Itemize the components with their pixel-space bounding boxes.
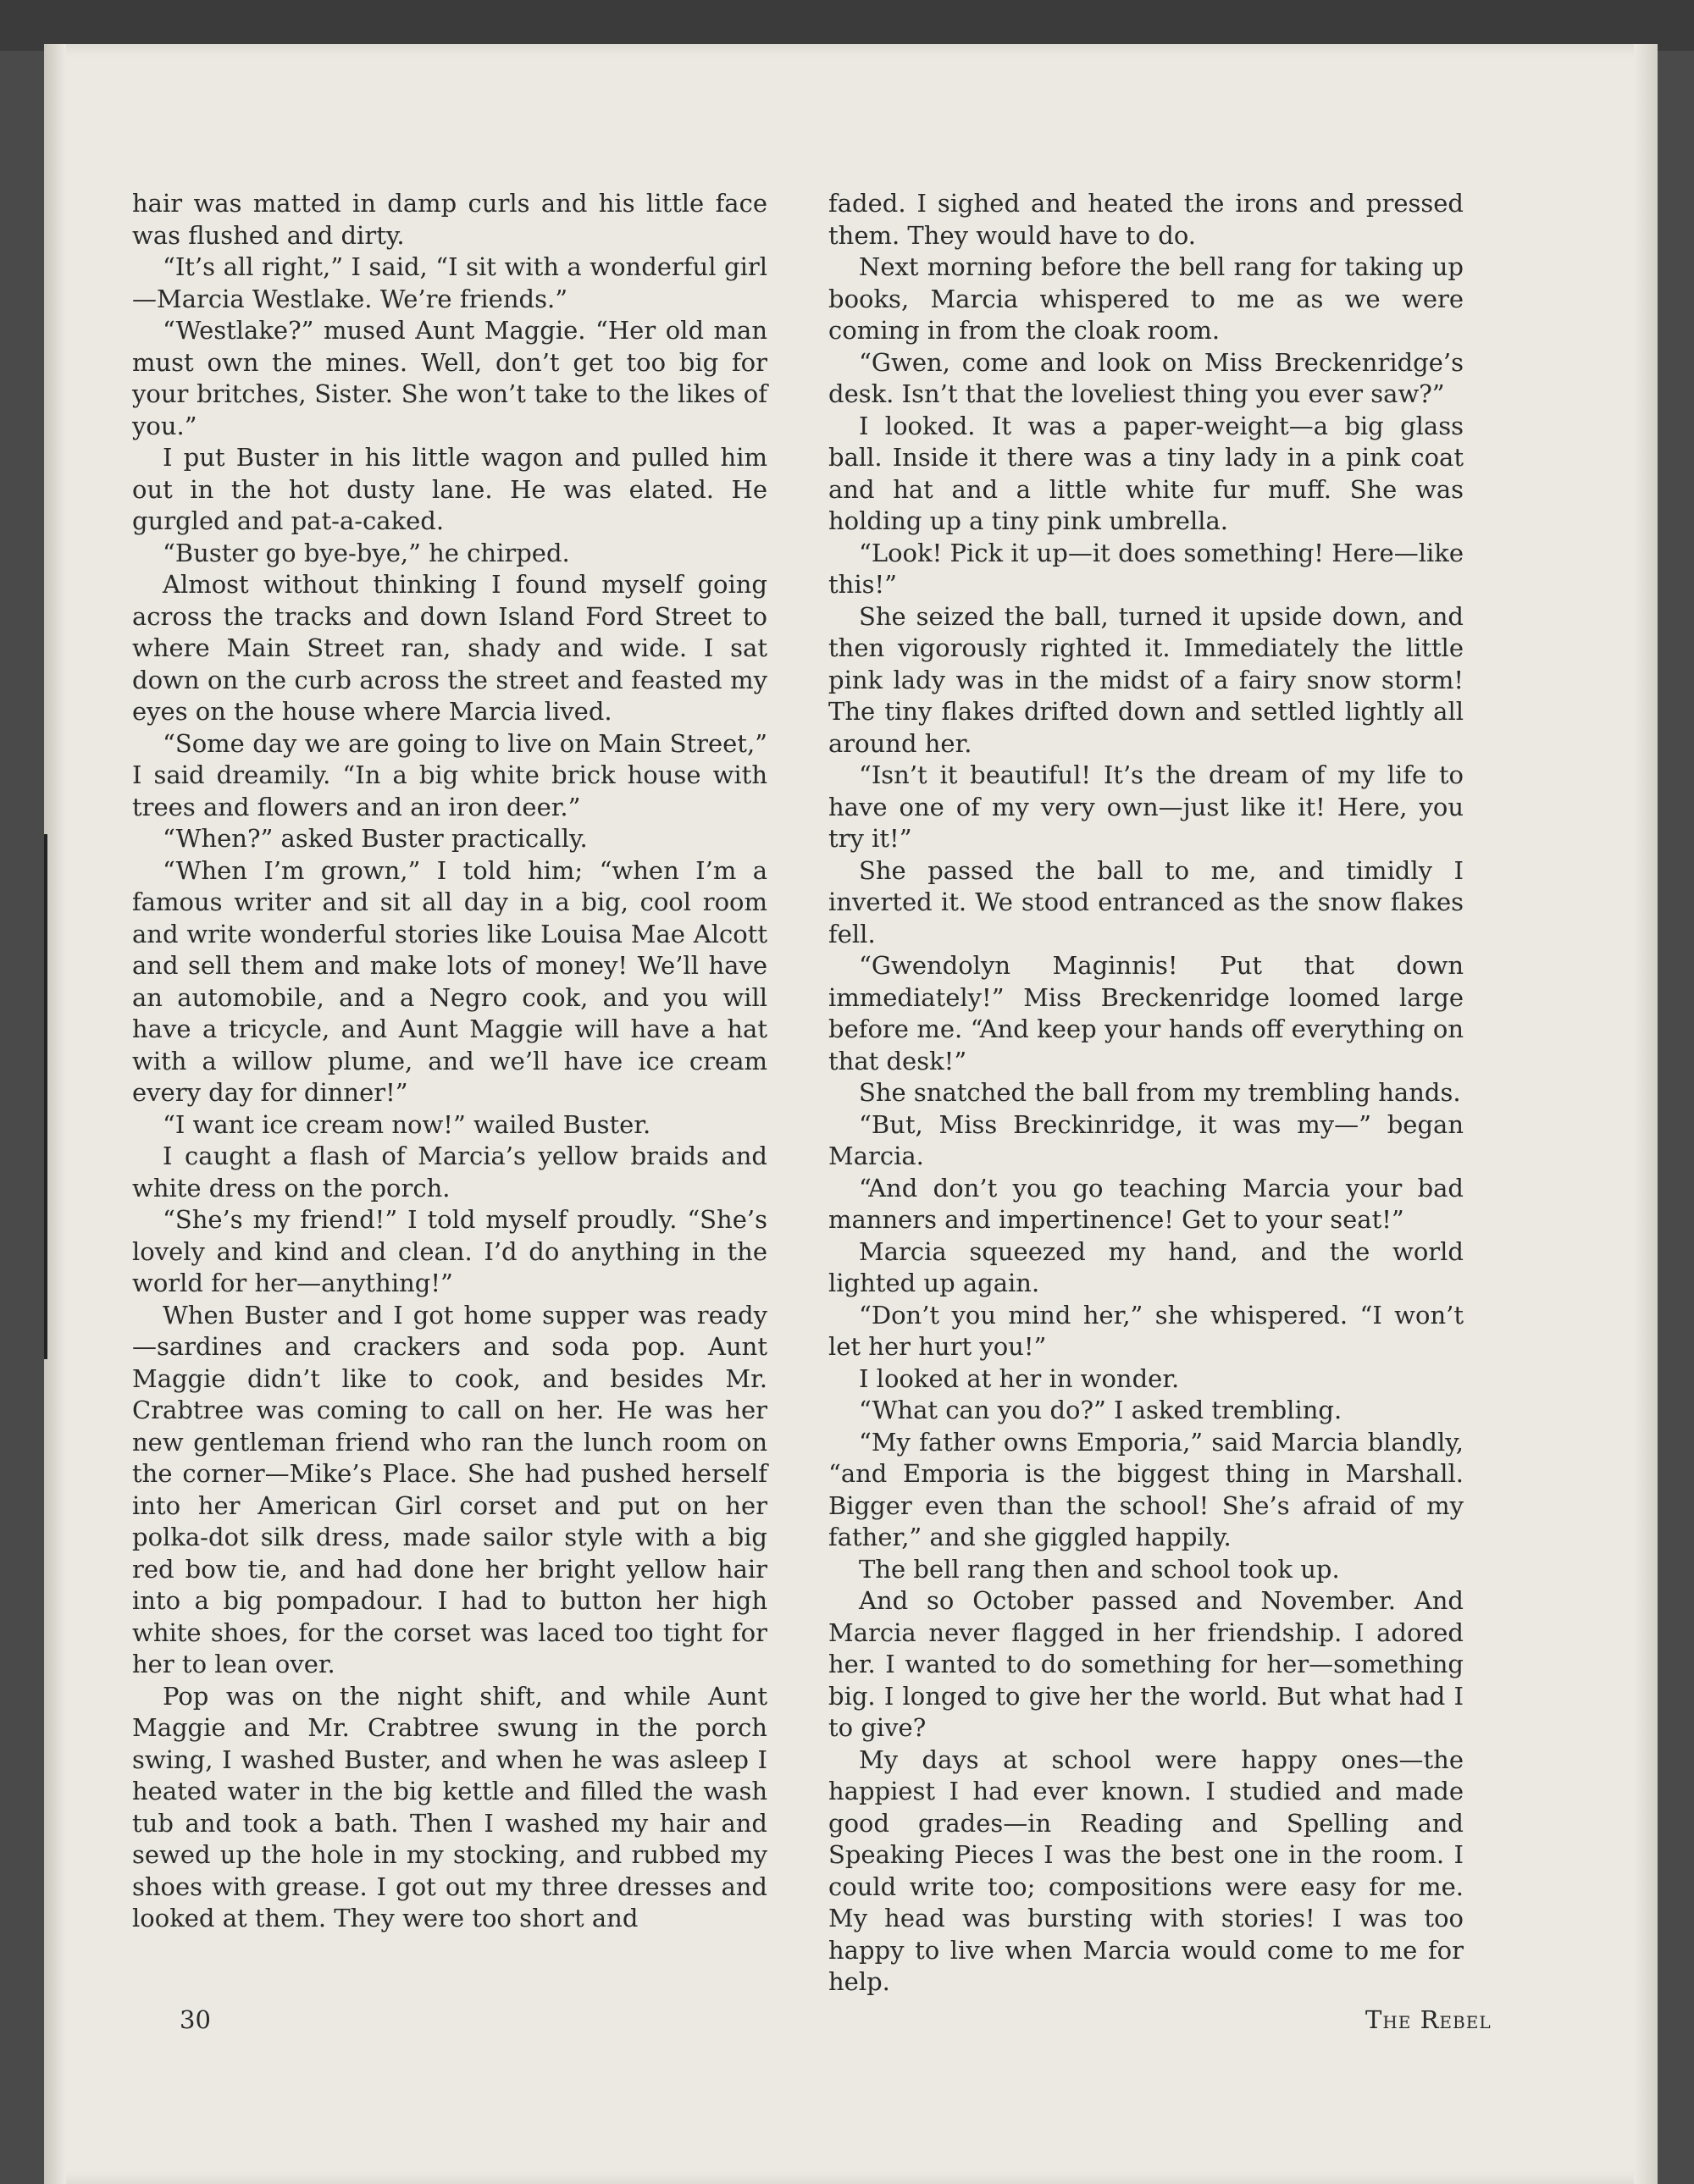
paragraph: faded. I sighed and heated the irons and pressed them. They would have to do.: [828, 189, 1464, 250]
paragraph: “Westlake?” mused Aunt Maggie. “Her old man must own the mines. Well, don’t get too big for your britches, Sister. She won’t take to the likes of you.”: [132, 316, 767, 440]
left-column: [132, 188, 767, 1935]
paragraph: Marcia squeezed my hand, and the world lighted up again.: [828, 1236, 1464, 1297]
paragraph: I looked at her in wonder.: [859, 1363, 1180, 1393]
paragraph: “Gwendolyn Maginnis! Put that down immediately!” Miss Breckenridge loomed large before me. “And keep your hands off everything on that desk!”: [828, 951, 1464, 1075]
paragraph: “Buster go bye-bye,” he chirped.: [163, 538, 570, 567]
paragraph: She passed the ball to me, and timidly I inverted it. We stood entranced as the snow flakes fell.: [828, 855, 1464, 948]
scan-background: [0, 0, 1694, 51]
paragraph: I put Buster in his little wagon and pulled him out in the hot dusty lane. He was elated. He gurgled and pat-a-caked.: [132, 443, 767, 535]
paragraph: “Isn’t it beautiful! It’s the dream of my life to have one of my very own—just like it! Here, you try it!”: [828, 760, 1464, 853]
paragraph: Pop was on the night shift, and while Aunt Maggie and Mr. Crabtree swung in the porch swing, I washed Buster, and when he was asleep I heated water in the big kettle and filled the wash tub and took a bath. Then I washed my hair and sewed up the hole in my stocking, and rubbed my shoes with grease. I got out my three dresses and looked at them. They were too short and: [132, 1681, 767, 1932]
paragraph: “But, Miss Breckinridge, it was my—” began Marcia.: [828, 1109, 1464, 1170]
paragraph: “When I’m grown,” I told him; “when I’m a famous writer and sit all day in a big, cool room and write wonderful stories like Louisa Mae Alcott and sell them and make lots of money! We’ll have an automobile, and a Negro cook, and you will have a tricycle, and Aunt Maggie will have a hat with a willow plume, and we’ll have ice cream every day for dinner!”: [132, 855, 767, 1107]
running-title: The Rebel: [1365, 2005, 1492, 2034]
paragraph: “My father owns Emporia,” said Marcia blandly, “and Emporia is the biggest thing in Marshall. Bigger even than the school! She’s afraid of my father,” and she giggled happily.: [828, 1427, 1464, 1551]
right-column: [828, 188, 1464, 1999]
paragraph: “I want ice cream now!” wailed Buster.: [163, 1109, 651, 1139]
paragraph: hair was matted in damp curls and his little face was flushed and dirty.: [132, 189, 767, 250]
paragraph: “And don’t you go teaching Marcia your bad manners and impertinence! Get to your seat!”: [828, 1173, 1464, 1234]
paragraph: Almost without thinking I found myself going across the tracks and down Island Ford Street to where Main Street ran, shady and wide. I sat down on the curb across the street and feasted my eyes on the house where Marcia lived.: [132, 570, 767, 726]
paragraph: And so October passed and November. And Marcia never flagged in her friendship. I adored her. I wanted to do something for her—something big. I longed to give her the world. But what had I to give?: [828, 1586, 1464, 1742]
paragraph: She seized the ball, turned it upside down, and then vigorously righted it. Immediately the little pink lady was in the midst of a fairy snow storm! The tiny flakes drifted down and settled lightly all around her.: [828, 601, 1464, 758]
page-edge: [1634, 44, 1658, 2184]
binding-mark: [44, 834, 47, 1359]
page-number: 30: [180, 2005, 211, 2034]
paragraph: Next morning before the bell rang for taking up books, Marcia whispered to me as we were coming in from the cloak room.: [828, 252, 1464, 345]
paragraph: When Buster and I got home supper was ready —sardines and crackers and soda pop. Aunt Maggie didn’t like to cook, and besides Mr. Crabtree was coming to call on her. He was her new gentleman friend who ran the lunch room on the corner—Mike’s Place. She had pushed herself into her American Girl corset and put on her polka-dot silk dress, made sailor style with a big red bow tie, and had done her bright yellow hair into a big pompadour. I had to button her high white shoes, for the corset was laced too tight for her to lean over.: [132, 1300, 767, 1678]
paragraph: “It’s all right,” I said, “I sit with a wonderful girl—Marcia Westlake. We’re friends.”: [132, 252, 767, 313]
paragraph: She snatched the ball from my trembling hands.: [859, 1078, 1461, 1107]
paragraph: “When?” asked Buster practically.: [163, 824, 588, 853]
paragraph: “Look! Pick it up—it does something! Here—like this!”: [828, 538, 1464, 599]
paragraph: “Gwen, come and look on Miss Breckenridge’s desk. Isn’t that the loveliest thing you ever saw?”: [828, 347, 1464, 408]
paragraph: I looked. It was a paper-weight—a big glass ball. Inside it there was a tiny lady in a pink coat and hat and a little white fur muff. She was holding up a tiny pink umbrella.: [828, 411, 1464, 535]
paragraph: I caught a flash of Marcia’s yellow braids and white dress on the porch.: [132, 1142, 767, 1203]
paragraph: My days at school were happy ones—the happiest I had ever known. I studied and made good grades—in Reading and Spelling and Speaking Pieces I was the best one in the room. I could write too; compositions were easy for me. My head was bursting with stories! I was too happy to live when Marcia would come to me for help.: [828, 1744, 1464, 1996]
paragraph: “She’s my friend!” I told myself proudly. “She’s lovely and kind and clean. I’d do anything in the world for her—anything!”: [132, 1205, 767, 1297]
paragraph: “What can you do?” I asked trembling.: [859, 1396, 1342, 1424]
paragraph: “Some day we are going to live on Main Street,” I said dreamily. “In a big white brick house with trees and flowers and an iron deer.”: [132, 728, 767, 821]
paragraph: “Don’t you mind her,” she whispered. “I won’t let her hurt you!”: [828, 1300, 1464, 1361]
paragraph: The bell rang then and school took up.: [859, 1554, 1340, 1584]
